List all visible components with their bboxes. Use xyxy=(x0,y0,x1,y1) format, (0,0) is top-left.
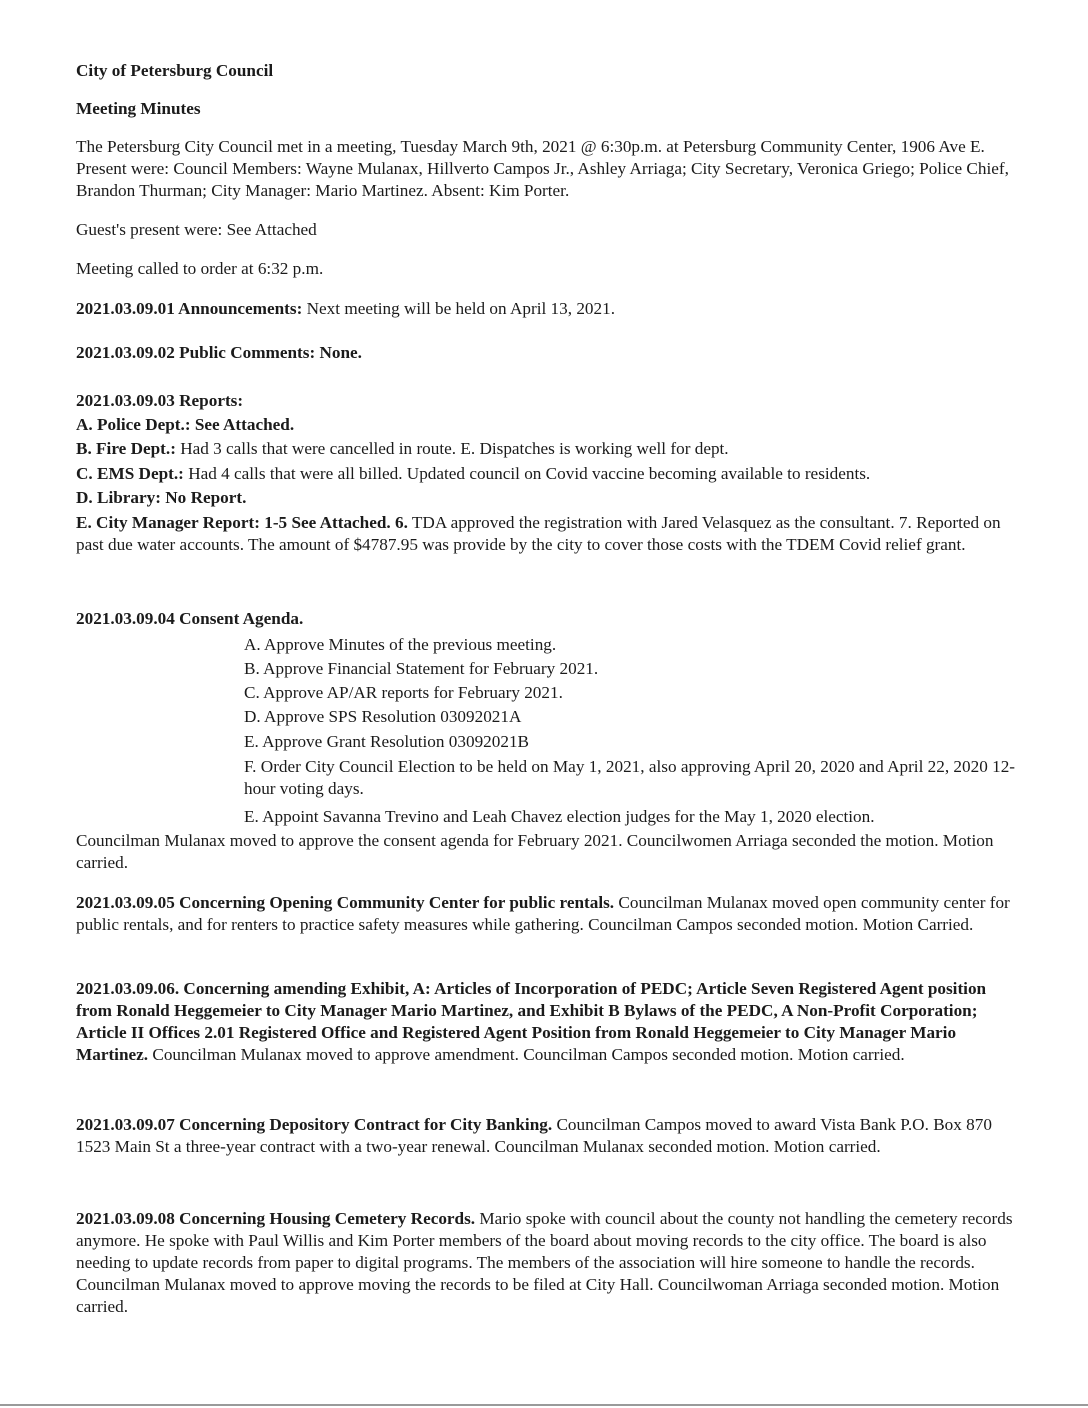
consent-motion: Councilman Mulanax moved to approve the consent agenda for February 2021. Councilwomen Arriaga seconded the motion. Motion carried. xyxy=(76,831,994,872)
guests-line: Guest's present were: See Attached xyxy=(76,220,317,239)
consent-item-c: C. Approve AP/AR reports for February 2021. xyxy=(244,683,563,702)
consent-item-b: B. Approve Financial Statement for February 2021. xyxy=(244,659,599,678)
consent-item-a: A. Approve Minutes of the previous meeting. xyxy=(244,635,557,654)
report-library: D. Library: No Report. xyxy=(76,488,247,507)
consent-heading: 2021.03.09.04 Consent Agenda. xyxy=(76,609,304,628)
consent-item-e2: E. Appoint Savanna Trevino and Leah Chavez election judges for the May 1, 2020 election. xyxy=(244,807,875,826)
report-city-manager: E. City Manager Report: 1-5 See Attached. 6. TDA approved the registration with Jared Velasquez as the consultant. 7. Reported on past due water accounts. The amount of $4787.95 was provide by the city to cover those costs with the TDEM Covid relief grant. xyxy=(76,513,1001,554)
page-bottom-edge xyxy=(0,1404,1088,1406)
exhibit-item: 2021.03.09.06. Concerning amending Exhibit, A: Articles of Incorporation of PEDC; Article Seven Registered Agent position from Ronald Heggemeier to City Manager Mario Martinez, and Exhibit B Bylaws of the PEDC, A Non-Profit Corporation; Article II Offices 2.01 Registered Office and Registered Agent Position from Ronald Heggemeier to City Manager Mario Martinez. Councilman Mulanax moved to approve amendment. Councilman Campos seconded motion. Motion carried. xyxy=(76,979,987,1064)
called-to-order-line: Meeting called to order at 6:32 p.m. xyxy=(76,259,324,278)
report-police: A. Police Dept.: See Attached. xyxy=(76,415,295,434)
intro-paragraph: The Petersburg City Council met in a meeting, Tuesday March 9th, 2021 @ 6:30p.m. at Petersburg Community Center, 1906 Ave E. Present were: Council Members: Wayne Mulanax, Hillverto Campos Jr., Ashley Arriaga; City Secretary, Veronica Griego; Police Chief, Brandon Thurman; City Manager: Mario Martinez. Absent: Kim Porter. xyxy=(76,137,1009,200)
document-subtitle: Meeting Minutes xyxy=(76,99,201,118)
report-ems: C. EMS Dept.: Had 4 calls that were all billed. Updated council on Covid vaccine becoming available to residents. xyxy=(76,464,871,483)
public-comments-item: 2021.03.09.02 Public Comments: None. xyxy=(76,343,362,362)
report-fire: B. Fire Dept.: Had 3 calls that were cancelled in route. E. Dispatches is working well for dept. xyxy=(76,439,729,458)
consent-item-f: F. Order City Council Election to be held on May 1, 2021, also approving April 20, 2020 and April 22, 2020 12-hour voting days. xyxy=(244,757,1016,798)
document-title: City of Petersburg Council xyxy=(76,61,274,80)
announcements-item xyxy=(76,298,1026,320)
consent-item-e: E. Approve Grant Resolution 03092021B xyxy=(244,732,530,751)
reports-heading: 2021.03.09.03 Reports: xyxy=(76,391,244,410)
depository-item: 2021.03.09.07 Concerning Depository Contract for City Banking. Councilman Campos moved to award Vista Bank P.O. Box 870 1523 Main St a three-year contract with a two-year renewal. Councilman Mulanax seconded motion. Motion carried. xyxy=(76,1115,992,1156)
cemetery-item: 2021.03.09.08 Concerning Housing Cemetery Records. Mario spoke with council about the county not handling the cemetery records anymore. He spoke with Paul Willis and Kim Porter members of the board about moving records to the city office. The board is also needing to update records from paper to digital programs. The members of the association will hire someone to handle the records. Councilman Mulanax moved to approve moving the records to be filed at City Hall. Councilwoman Arriaga seconded motion. Motion carried. xyxy=(76,1209,1013,1316)
announcements-text: Next meeting will be held on April 13, 2021. xyxy=(302,299,616,318)
announcements-heading: 2021.03.09.01 Announcements: xyxy=(76,299,303,318)
community-center-item: 2021.03.09.05 Concerning Opening Community Center for public rentals. Councilman Mulanax moved open community center for public rentals, and for renters to practice safety measures while gathering. Councilman Campos seconded motion. Motion Carried. xyxy=(76,893,1010,934)
consent-item-d: D. Approve SPS Resolution 03092021A xyxy=(244,707,522,726)
